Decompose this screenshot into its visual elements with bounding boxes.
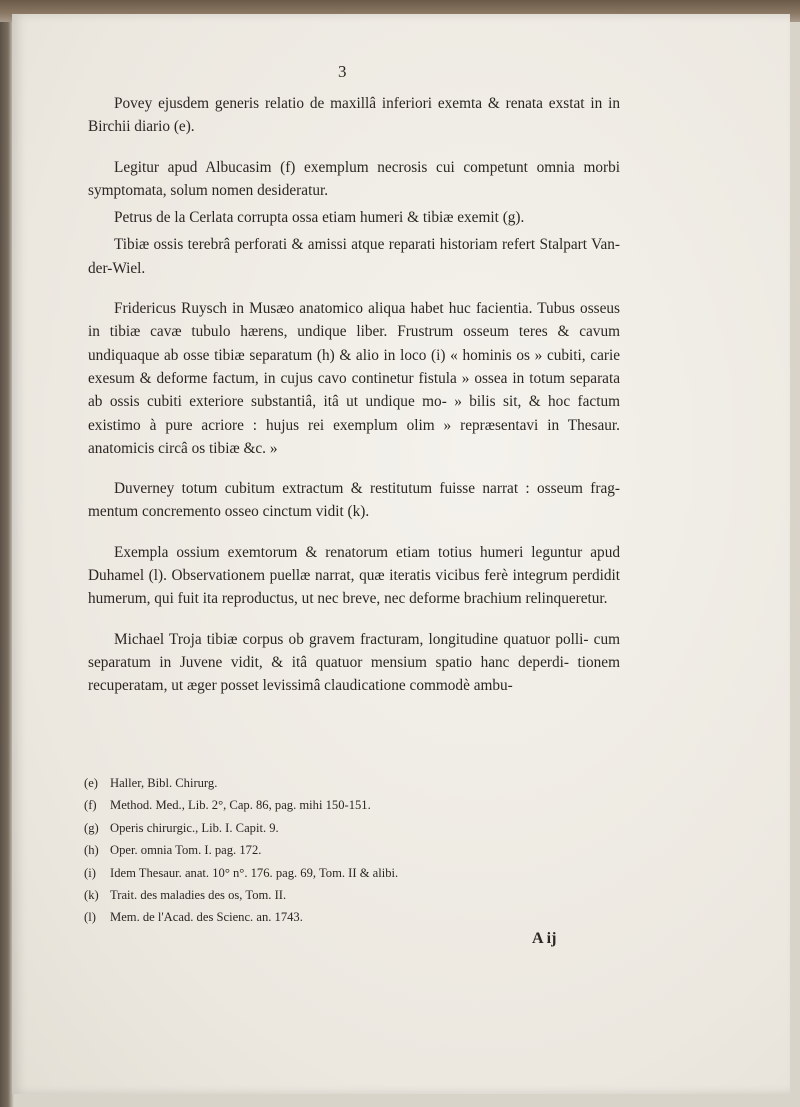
paragraph-stalpart: Tibiæ ossis terebrâ perforati & amissi atque reparati historiam refert Stalpart Van-der-Wiel. — [88, 236, 620, 277]
footnote-text: Oper. omnia Tom. I. pag. 172. — [110, 843, 262, 858]
page-number: 3 — [338, 62, 347, 81]
paragraph-duhamel: Exempla ossium exemtorum & renatorum etiam totius humeri leguntur apud Duhamel (l). Observationem puellæ narrat, quæ iteratis vicibus ferè integrum perdidit humerum, qui fuit ita reproductus, ut nec breve, nec deforme brachium relinqueretur. — [88, 543, 620, 608]
paragraph-ruysch: Fridericus Ruysch in Musæo anatomico aliqua habet huc facientia. Tubus osseus in tibiæ cavæ tubulo hærens, undique liber. Frustrum osseum teres & cavum undiquaque ab osse tibiæ separatum (h) & alio in loco (i) « hominis os » cubiti, carie exesum & deforme factum, in cujus cavo continetur fistula » ossea in totum separata ab ossis cubiti exteriore substantiâ, itâ ut undique mo- » bilis sit, & hoc factum existimo à pure acriore : hujus rei exemplum olim » repræsentavi in Thesaur. anatomicis circâ os tibiæ &c. » — [88, 300, 620, 457]
footnote-mark: (e) — [84, 776, 98, 790]
footnote-text: Operis chirurgic., Lib. I. Capit. 9. — [110, 820, 279, 835]
footnote-h — [84, 839, 514, 861]
footnote-mark: (l) — [84, 910, 96, 925]
footnote-g — [84, 817, 514, 839]
paragraph-duverney: Duverney totum cubitum extractum & restitutum fuisse narrat : osseum frag- mentum concremento osseo cinctum vidit (k). — [88, 480, 620, 521]
paragraph-albucasim: Legitur apud Albucasim (f) exemplum necrosis cui competunt omnia morbi symptomata, solum nomen desideratur. — [88, 158, 620, 199]
signature-mark: A ij — [532, 930, 557, 947]
footnote-mark: (f) — [84, 798, 97, 813]
footnote-mark: (k) — [84, 888, 99, 903]
footnote-mark: (g) — [84, 820, 99, 835]
paragraph-troja: Michael Troja tibiæ corpus ob gravem fracturam, longitudine quatuor polli- cum separatum in Juvene vidit, & itâ quatuor mensium spatio hanc deperdi- tionem recuperatam, ut æger posset levissimâ claudicatione commodè ambu- — [88, 630, 620, 695]
body-text — [88, 92, 620, 698]
footnote-text: Idem Thesaur. anat. 10° n°. 176. pag. 69, Tom. II & alibi. — [110, 865, 399, 880]
footnote-f — [84, 794, 514, 816]
footnote-text: Mem. de l'Acad. des Scienc. an. 1743. — [110, 910, 303, 925]
footnote-text: Trait. des maladies des os, Tom. II. — [110, 888, 287, 903]
footnote-i — [84, 862, 514, 884]
paragraph-cerlata: Petrus de la Cerlata corrupta ossa etiam humeri & tibiæ exemit (g). — [114, 209, 525, 227]
footnote-k — [84, 884, 514, 906]
footnote-mark: (h) — [84, 843, 99, 858]
footnote-l — [84, 906, 514, 928]
footnote-mark: (i) — [84, 865, 96, 880]
footnote-text: Haller, Bibl. Chirurg. — [110, 776, 218, 790]
footnote-text: Method. Med., Lib. 2°, Cap. 86, pag. mihi 150-151. — [110, 798, 371, 813]
footnotes — [84, 772, 514, 929]
paragraph-povey: Povey ejusdem generis relatio de maxillâ inferiori exemta & renata exstat in in Birchii diario (e). — [88, 95, 620, 136]
footnote-e — [84, 772, 514, 794]
